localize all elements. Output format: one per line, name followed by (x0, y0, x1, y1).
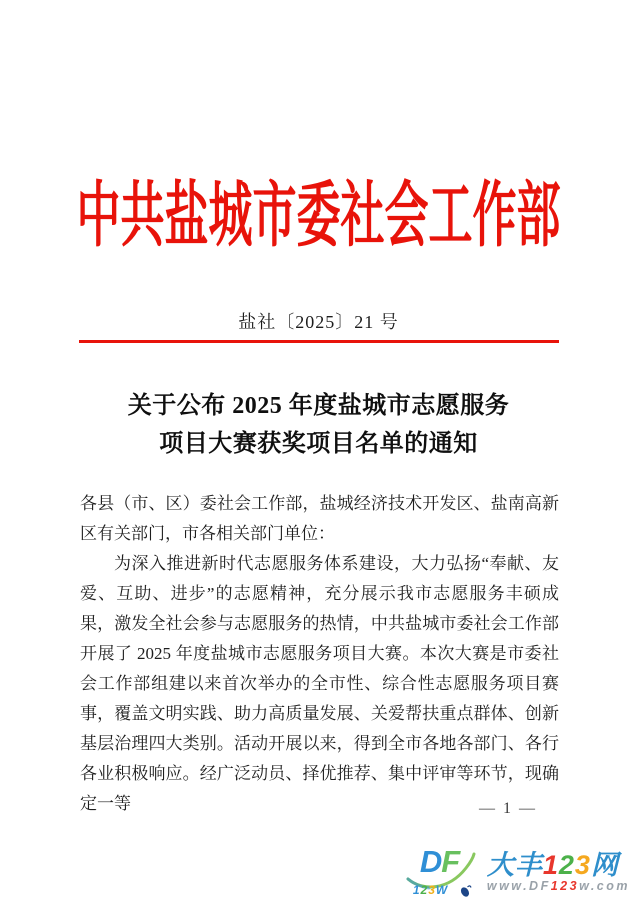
mouse-icon (459, 884, 472, 898)
site-name: 大丰123网 (486, 850, 619, 881)
watermark-text (487, 851, 630, 893)
document-body (80, 489, 559, 819)
document-reference-number: 盐社〔2025〕21 号 (238, 312, 399, 332)
watermark-logo (403, 845, 633, 900)
letterhead-issuer-title: 中共盐城市委社会工作部 (76, 176, 561, 256)
page-number: — 1 — (479, 800, 537, 817)
site-url: www.DF123w.com (486, 878, 630, 893)
df-monogram: DF (419, 844, 460, 879)
df-logo-icon (406, 846, 480, 899)
body-paragraph: 为深入推进新时代志愿服务体系建设，大力弘扬“奉献、友爱、互助、进步”的志愿精神，充分展示我市志愿服务丰硕成果，激发全社会参与志愿服务的热情，中共盐城市委社会工作部开展了 2025 年度盐城市志愿服务项目大赛。本次大赛是市委社会工作部组建以来首次举办的全市性、综合性志愿服务项目赛事，覆盖文明实践、助力高质量发展、关爱帮扶重点群体、创新基层治理四大类别。活动开展以来，得到全市各地各部门、各行各业积极响应。经广泛动员、择优推荐、集中评审等环节，现确定一等 (80, 554, 559, 813)
df-123w-label: 123W (412, 883, 449, 897)
red-divider-rule (79, 340, 559, 343)
document-title-line-2: 项目大赛获奖项目名单的通知 (159, 431, 478, 457)
salutation-paragraph: 各县（市、区）委社会工作部，盐城经济技术开发区、盐南高新区有关部门，市各相关部门单位： (80, 494, 559, 543)
document-title-line-1: 关于公布 2025 年度盐城市志愿服务 (127, 393, 510, 419)
document-title (0, 387, 637, 463)
